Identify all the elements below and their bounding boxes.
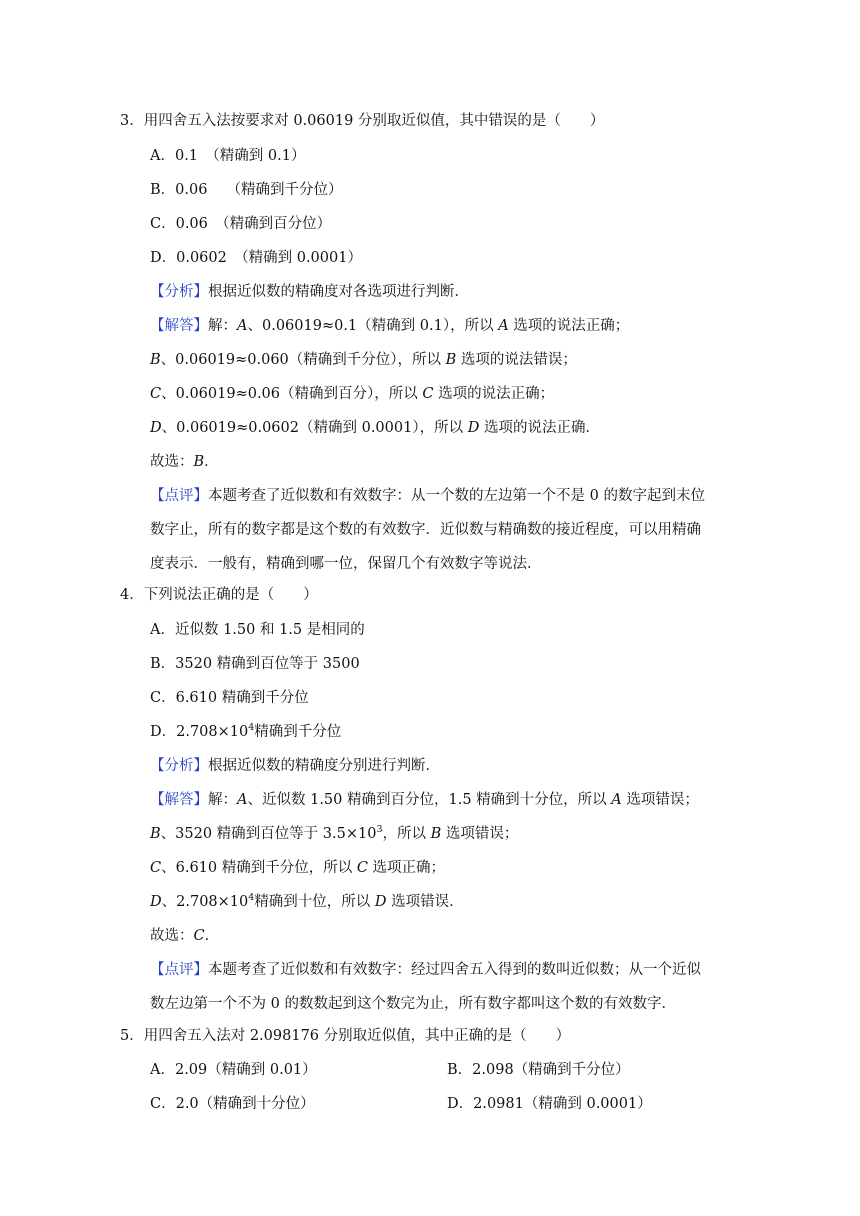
answer-text: 、0.06019≈0.060（精确到千分位），所以 (160, 352, 446, 368)
q4-option-a: A．近似数 1.50 和 1.5 是相同的 (150, 622, 365, 638)
q4-answer-line-2 (150, 824, 518, 844)
q3-answer-line-4 (150, 418, 600, 438)
answer-text: 选项的说法正确； (433, 386, 555, 402)
answer-text: ，所以 (382, 826, 431, 842)
answer-text: 选项错误． (386, 894, 464, 910)
answer-var: B (445, 352, 457, 368)
choice-var: B (193, 454, 205, 470)
q3-option-c: C．0.06 （精确到百分位） (150, 216, 332, 232)
choice-label: 故选： (150, 454, 194, 470)
answer-tag: 【解答】 (150, 792, 208, 808)
q5-option-c: C．2.0（精确到十分位） (150, 1096, 315, 1112)
answer-var: A (237, 792, 248, 808)
q3-option-b: B．0.06 （精确到千分位） (150, 182, 343, 198)
answer-text: 选项的说法正确． (479, 420, 600, 436)
answer-var: A (498, 318, 509, 334)
q3-answer-line-1 (150, 316, 629, 336)
comment-tag: 【点评】 (150, 962, 208, 978)
q4-option-b: B．3520 精确到百位等于 3500 (150, 656, 360, 672)
analysis-tag: 【分析】 (150, 284, 208, 300)
choice-var: C (193, 928, 205, 944)
choice-label: 故选： (150, 928, 194, 944)
answer-var: C (150, 386, 162, 402)
answer-var: D (150, 420, 162, 436)
answer-var: D (467, 420, 480, 436)
answer-text: 精确到十位，所以 (254, 894, 375, 910)
analysis-text: 根据近似数的精确度对各选项进行判断． (208, 284, 469, 300)
q3-comment-line-3: 度表示．一般有，精确到哪一位，保留几个有效数字等说法． (150, 556, 542, 572)
q3-comment-line-1 (150, 486, 705, 506)
answer-var: B (150, 352, 161, 368)
answer-var: B (430, 826, 442, 842)
q4-answer-line-3 (150, 858, 445, 878)
exponent: 4 (248, 892, 255, 903)
q5-option-d: D．2.0981（精确到 0.0001） (447, 1096, 652, 1112)
q4-answer-line-1 (150, 790, 699, 810)
answer-text: 、6.610 精确到千分位，所以 (161, 860, 357, 876)
q4-analysis (150, 756, 440, 776)
answer-text: 选项错误； (621, 792, 699, 808)
q3-analysis (150, 282, 469, 302)
answer-text: 、3520 精确到百位等于 3.5×10 (160, 826, 377, 842)
q4-choice (150, 926, 219, 946)
analysis-text: 根据近似数的精确度分别进行判断． (208, 758, 440, 774)
answer-var: A (237, 318, 248, 334)
answer-text: 、2.708×10 (161, 894, 249, 910)
q3-answer-line-2 (150, 350, 577, 370)
exponent: 3 (376, 824, 383, 835)
exponent: 4 (248, 722, 255, 733)
q4-comment-line-2: 数左边第一个不为 0 的数数起到这个数完为止，所有数字都叫这个数的有效数字． (150, 996, 676, 1012)
answer-text: 解： (208, 792, 237, 808)
choice-end: ． (204, 928, 220, 944)
q3-comment-line-2: 数字止，所有的数字都是这个数的有效数字．近似数与精确数的接近程度，可以用精确 (150, 522, 701, 538)
answer-text: 解： (208, 318, 237, 334)
q4-option-c: C．6.610 精确到千分位 (150, 690, 309, 706)
answer-text: 选项正确； (367, 860, 446, 876)
option-text: 精确到千分位 (254, 724, 342, 740)
q3-answer-line-3 (150, 384, 554, 404)
q4-answer-line-4 (150, 892, 464, 912)
q5-stem: 5．用四舍五入法对 2.098176 分别取近似值，其中正确的是（ ） (120, 1028, 571, 1044)
q5-option-b: B．2.098（精确到千分位） (447, 1062, 630, 1078)
answer-text: 选项的说法错误； (456, 352, 577, 368)
q5-option-a: A．2.09（精确到 0.01） (150, 1062, 317, 1078)
answer-var: D (374, 894, 387, 910)
answer-var: C (422, 386, 434, 402)
q3-option-a: A．0.1 （精确到 0.1） (150, 148, 306, 164)
answer-text: 、近似数 1.50 精确到百分位，1.5 精确到十分位，所以 (247, 792, 612, 808)
q3-choice (150, 452, 219, 472)
answer-text: 、0.06019≈0.0602（精确到 0.0001），所以 (161, 420, 468, 436)
answer-text: 选项的说法正确； (508, 318, 630, 334)
answer-var: D (150, 894, 162, 910)
comment-text: 本题考查了近似数和有效数字：经过四舍五入得到的数叫近似数；从一个近似 (208, 962, 701, 978)
answer-var: C (356, 860, 368, 876)
answer-tag: 【解答】 (150, 318, 208, 334)
answer-var: B (150, 826, 161, 842)
q3-stem: 3．用四舍五入法按要求对 0.06019 分别取近似值，其中错误的是（ ） (120, 113, 605, 129)
comment-text: 本题考查了近似数和有效数字：从一个数的左边第一个不是 0 的数字起到末位 (208, 488, 705, 504)
answer-var: C (150, 860, 162, 876)
q4-comment-line-1 (150, 960, 701, 980)
analysis-tag: 【分析】 (150, 758, 208, 774)
answer-text: 、0.06019≈0.06（精确到百分），所以 (161, 386, 423, 402)
q4-option-d (150, 722, 341, 742)
option-text: D．2.708×10 (150, 724, 249, 740)
comment-tag: 【点评】 (150, 488, 208, 504)
answer-text: 选项错误； (441, 826, 519, 842)
answer-var: A (611, 792, 622, 808)
q4-stem: 4．下列说法正确的是（ ） (120, 587, 318, 603)
answer-text: 、0.06019≈0.1（精确到 0.1），所以 (247, 318, 499, 334)
q3-option-d: D．0.0602 （精确到 0.0001） (150, 250, 362, 266)
choice-end: ． (204, 454, 219, 470)
